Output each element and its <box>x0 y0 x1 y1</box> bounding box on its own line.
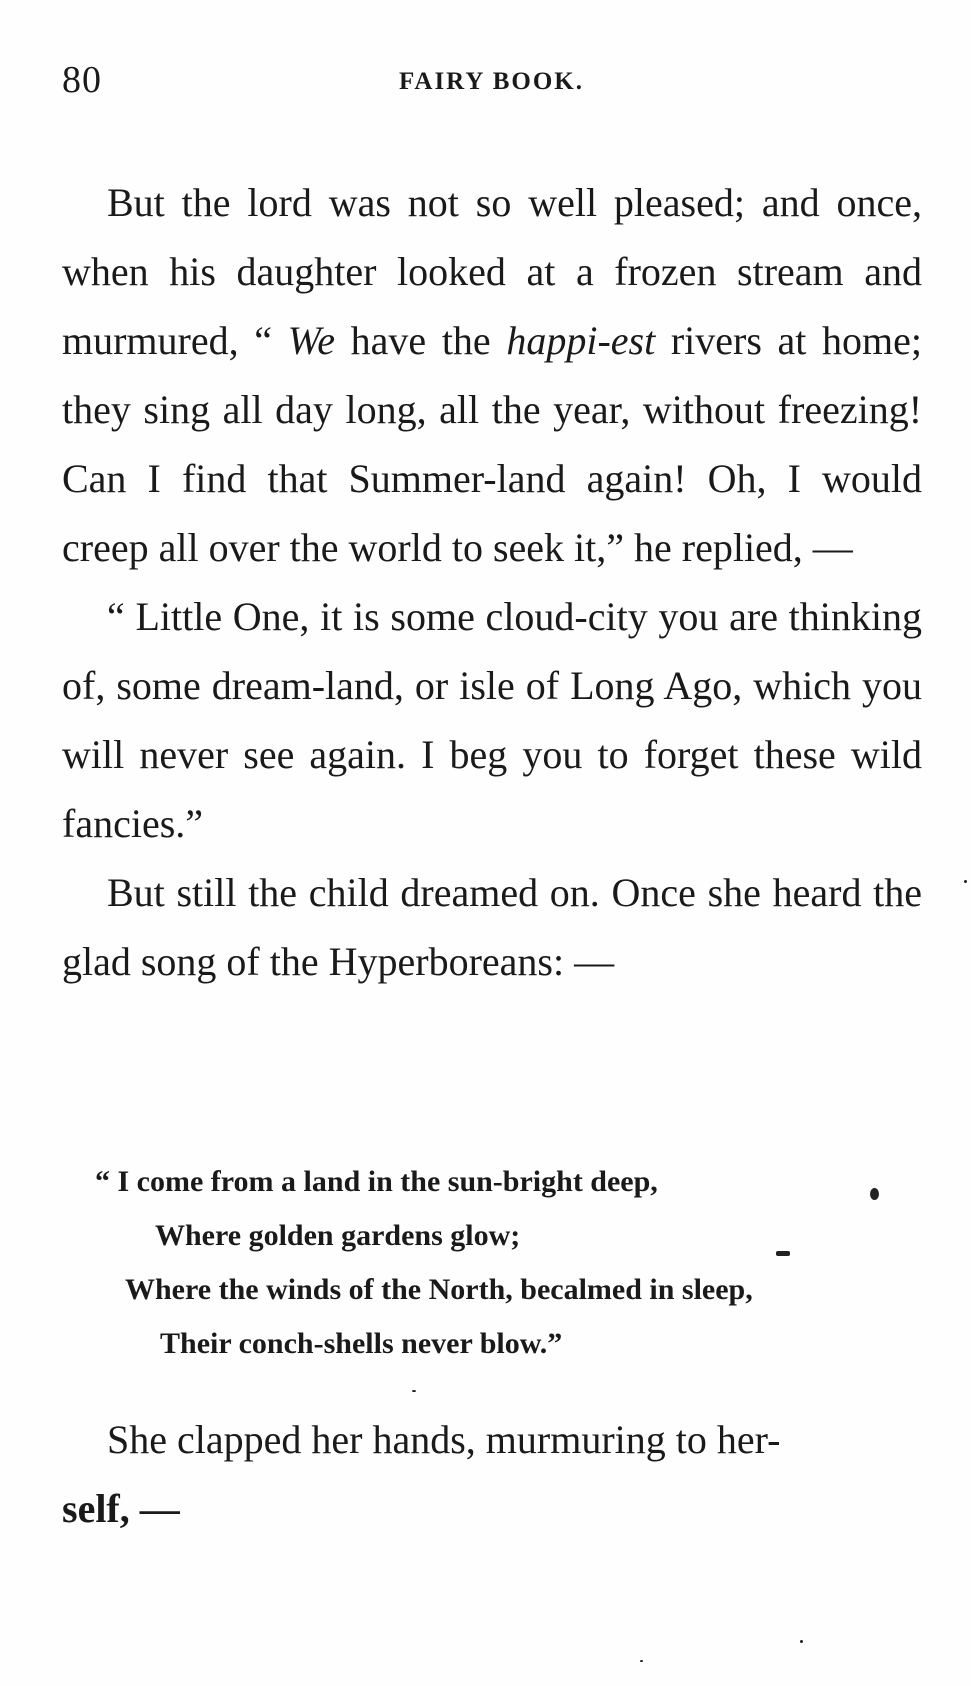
emphasis: happi- <box>506 318 611 363</box>
verse-line: Their conch-shells never blow.” <box>160 1327 563 1360</box>
ink-speck <box>640 1660 643 1662</box>
verse-line: Where the winds of the North, becalmed in sleep, <box>125 1273 753 1306</box>
text-line: thinking of, some dream-land, or isle of Long <box>62 594 923 708</box>
closing-line: self, — <box>62 1486 180 1531</box>
text-line: rivers at home; they sing all day long, <box>62 318 923 432</box>
emphasis: est <box>610 318 656 363</box>
emphasis: We <box>287 318 336 363</box>
verse-quote <box>95 1155 753 1371</box>
text-line: have the <box>335 318 507 363</box>
text-line: stream and murmured, “ <box>62 249 922 363</box>
paragraph-3 <box>62 858 922 996</box>
verse-line: Where golden gardens glow; <box>155 1219 521 1252</box>
text-line: all the year, without freezing! Can I find <box>62 387 923 501</box>
text-line: But still the child dreamed on. Once she <box>107 870 761 915</box>
text-line: creep all over the world to seek it,” he <box>62 525 672 570</box>
text-line: once, when his daughter looked at a frozen <box>62 180 923 294</box>
text-line: Ago, which you will never see again. I beg <box>62 663 923 777</box>
text-line: But the lord was not so well pleased; and <box>107 180 820 225</box>
text-line: that Summer-land again! Oh, I would <box>267 456 922 501</box>
ink-speck <box>776 1251 790 1256</box>
paragraph-1 <box>62 168 922 582</box>
running-title: FAIRY BOOK. <box>398 68 584 95</box>
text-line: replied, — <box>681 525 853 570</box>
page-number: 80 <box>62 59 102 101</box>
ink-speck <box>800 1640 803 1643</box>
verse-line: “ I come from a land in the sun-bright deep, <box>95 1165 658 1198</box>
closing-line: She clapped her hands, murmuring to her- <box>107 1417 781 1462</box>
text-line: heard the glad song of the Hyperboreans: — <box>62 870 923 984</box>
page-header <box>62 58 921 108</box>
ink-speck <box>964 880 967 883</box>
paragraph-2 <box>62 582 922 858</box>
text-line: “ Little One, it is some cloud-city you are <box>107 594 778 639</box>
ink-speck <box>870 1188 879 1200</box>
body-text <box>62 168 922 996</box>
ink-speck <box>412 1390 416 1392</box>
text-line: you to forget these wild fancies.” <box>62 732 923 846</box>
closing-paragraph <box>62 1405 922 1543</box>
